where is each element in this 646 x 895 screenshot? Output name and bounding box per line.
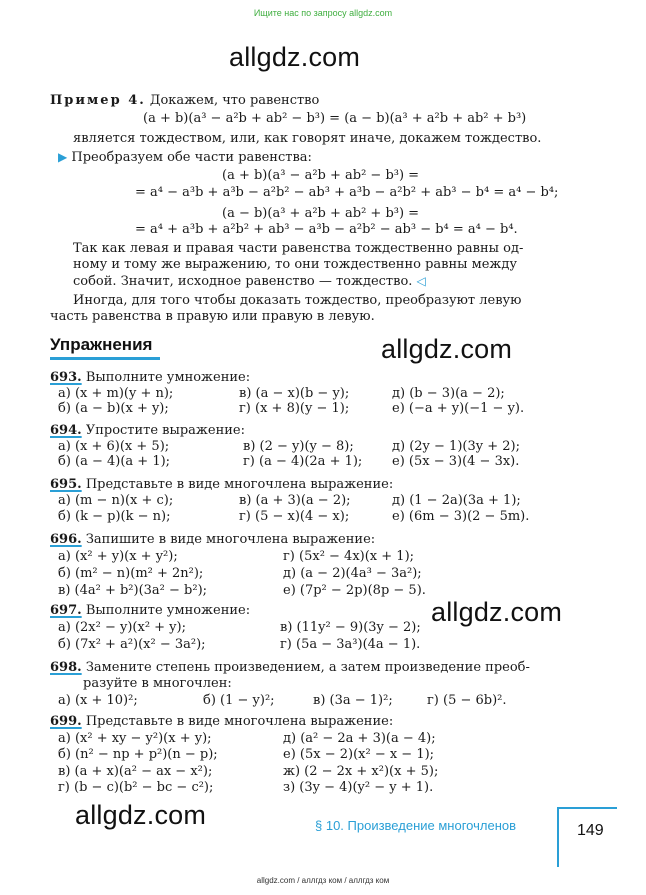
exercise-item: е) (7p² − 2p)(8p − 5). [283, 583, 426, 598]
exercise-item: б) (1 − y)²; [203, 693, 275, 708]
example-intro-text: Докажем, что равенство [149, 93, 320, 108]
exercise-item: д) (2y − 1)(3y + 2); [392, 439, 520, 454]
exercise-item: в) (a + 3)(a − 2); [239, 493, 351, 508]
paragraph-1-line-2: ному и тому же выражению, то они тождественно равны между [73, 257, 518, 272]
proof-end-icon: ◁ [416, 274, 426, 288]
exercise-item: б) (7x² + a²)(x² − 3a²); [58, 637, 206, 652]
exercise-number: 694. [50, 423, 82, 438]
exercise-number: 693. [50, 370, 82, 385]
paragraph-1-line-3-text: собой. Значит, исходное равенство — тождество. [73, 274, 413, 289]
equation-2a: (a − b)(a³ + a²b + ab² + b³) = [222, 206, 420, 221]
exercise-number: 695. [50, 477, 82, 492]
footer-divider-horizontal [557, 807, 617, 809]
exercise-item: в) (3a − 1)²; [313, 693, 393, 708]
exercise-item: б) (k − p)(k − n); [58, 509, 171, 524]
exercise-item: в) (11y² − 9)(3y − 2); [280, 620, 421, 635]
exercise-item: б) (a − b)(x + y); [58, 401, 169, 416]
paragraph-1-line-1: Так как левая и правая части равенства тождественно равны од- [73, 241, 524, 256]
exercise-item: г) (5a − 3a³)(4a − 1). [280, 637, 421, 652]
example-line-2: является тождеством, или, как говорят иначе, докажем тождество. [73, 131, 542, 146]
watermark: allgdz.com [381, 334, 513, 364]
footer-divider-vertical [557, 807, 559, 867]
exercise-task-text: Замените степень произведением, а затем произведение преоб- [85, 660, 530, 675]
exercise-item: а) (x² + y)(x + y²); [58, 549, 178, 564]
section-underline [50, 357, 160, 360]
exercise-task-text: Выполните умножение: [85, 370, 251, 385]
exercise-698-task [50, 660, 530, 676]
exercise-item: а) (2x² − y)(x² + y); [58, 620, 186, 635]
exercise-item: г) (x + 8)(y − 1); [239, 401, 350, 416]
exercise-item: а) (x² + xy − y²)(x + y); [58, 731, 212, 746]
exercise-item: в) (4a² + b²)(3a² − b²); [58, 583, 208, 598]
footer-section-title: § 10. Произведение многочленов [315, 818, 517, 833]
equation-1b: = a⁴ − a³b + a³b − a²b² − ab³ + a³b − a²b² + ab³ − b⁴ = a⁴ − b⁴; [135, 185, 559, 200]
exercise-item: д) (a² − 2a + 3)(a − 4); [283, 731, 436, 746]
exercise-item: а) (x + 10)²; [58, 693, 138, 708]
identity-formula: (a + b)(a³ − a²b + ab² − b³) = (a − b)(a³ + a²b + ab² + b³) [143, 111, 527, 126]
exercise-item: е) (5x − 2)(x² − x − 1); [283, 747, 435, 762]
exercise-number: 698. [50, 660, 82, 675]
watermark: allgdz.com [75, 800, 207, 830]
exercise-698-task-line-2: разуйте в многочлен: [83, 676, 232, 691]
exercise-item: з) (3y − 4)(y² − y + 1). [283, 780, 434, 795]
proof-start-icon: ▶ [58, 150, 68, 164]
page-number: 149 [577, 822, 604, 839]
exercise-task-text: Упростите выражение: [85, 423, 245, 438]
exercise-item: г) (5 − x)(4 − x); [239, 509, 350, 524]
exercise-693-task [50, 370, 250, 386]
exercise-item: б) (m² − n)(m² + 2n²); [58, 566, 204, 581]
exercise-item: е) (5x − 3)(4 − 3x). [392, 454, 520, 469]
exercise-item: б) (a − 4)(a + 1); [58, 454, 171, 469]
example-line-3 [58, 149, 312, 166]
exercise-number: 697. [50, 603, 82, 618]
section-title: Упражнения [50, 335, 153, 354]
paragraph-1-line-3 [73, 273, 426, 290]
exercise-item: в) (a + x)(a² − ax − x²); [58, 764, 213, 779]
watermark: allgdz.com [229, 42, 361, 72]
bottom-note: allgdz.com / аллгдз ком / аллгдз ком [256, 876, 390, 885]
exercise-item: д) (b − 3)(a − 2); [392, 386, 505, 401]
exercise-item: д) (a − 2)(4a³ − 3a²); [283, 566, 422, 581]
watermark: allgdz.com [431, 597, 563, 627]
exercise-item: а) (x + 6)(x + 5); [58, 439, 170, 454]
exercise-item: г) (5 − 6b)². [427, 693, 507, 708]
paragraph-2-line-2: часть равенства в правую или правую в левую. [50, 309, 375, 324]
exercise-task-text: Выполните умножение: [85, 603, 251, 618]
exercise-699-task [50, 714, 393, 730]
exercise-item: г) (b − c)(b² − bc − c²); [58, 780, 214, 795]
exercise-item: е) (−a + y)(−1 − y). [392, 401, 525, 416]
example-intro [50, 93, 319, 109]
exercise-695-task [50, 477, 393, 493]
exercise-item: ж) (2 − 2x + x²)(x + 5); [283, 764, 439, 779]
exercise-item: е) (6m − 3)(2 − 5m). [392, 509, 530, 524]
exercise-696-task [50, 532, 375, 548]
exercise-number: 699. [50, 714, 82, 729]
exercise-task-text: Представьте в виде многочлена выражение: [85, 714, 394, 729]
example-label: Пример 4. [50, 93, 146, 108]
top-note: Ищите нас по запросу allgdz.com [253, 8, 393, 18]
exercise-item: в) (2 − y)(y − 8); [243, 439, 354, 454]
exercise-item: а) (m − n)(x + c); [58, 493, 174, 508]
equation-2b: = a⁴ + a³b + a²b² + ab³ − a³b − a²b² − ab³ − b⁴ = a⁴ − b⁴. [135, 222, 518, 237]
equation-1a: (a + b)(a³ − a²b + ab² − b³) = [222, 168, 420, 183]
exercise-task-text: Запишите в виде многочлена выражение: [85, 532, 376, 547]
exercise-item: а) (x + m)(y + n); [58, 386, 174, 401]
example-line-3-text: Преобразуем обе части равенства: [71, 150, 312, 165]
exercise-item: г) (a − 4)(2a + 1); [243, 454, 363, 469]
exercise-number: 696. [50, 532, 82, 547]
exercise-item: д) (1 − 2a)(3a + 1); [392, 493, 521, 508]
exercise-task-text: Представьте в виде многочлена выражение: [85, 477, 394, 492]
exercise-item: г) (5x² − 4x)(x + 1); [283, 549, 415, 564]
exercise-694-task [50, 423, 245, 439]
paragraph-2-line-1: Иногда, для того чтобы доказать тождество, преобразуют левую [73, 293, 522, 308]
exercise-697-task [50, 603, 250, 619]
exercise-item: в) (a − x)(b − y); [239, 386, 350, 401]
exercise-item: б) (n² − np + p²)(n − p); [58, 747, 218, 762]
